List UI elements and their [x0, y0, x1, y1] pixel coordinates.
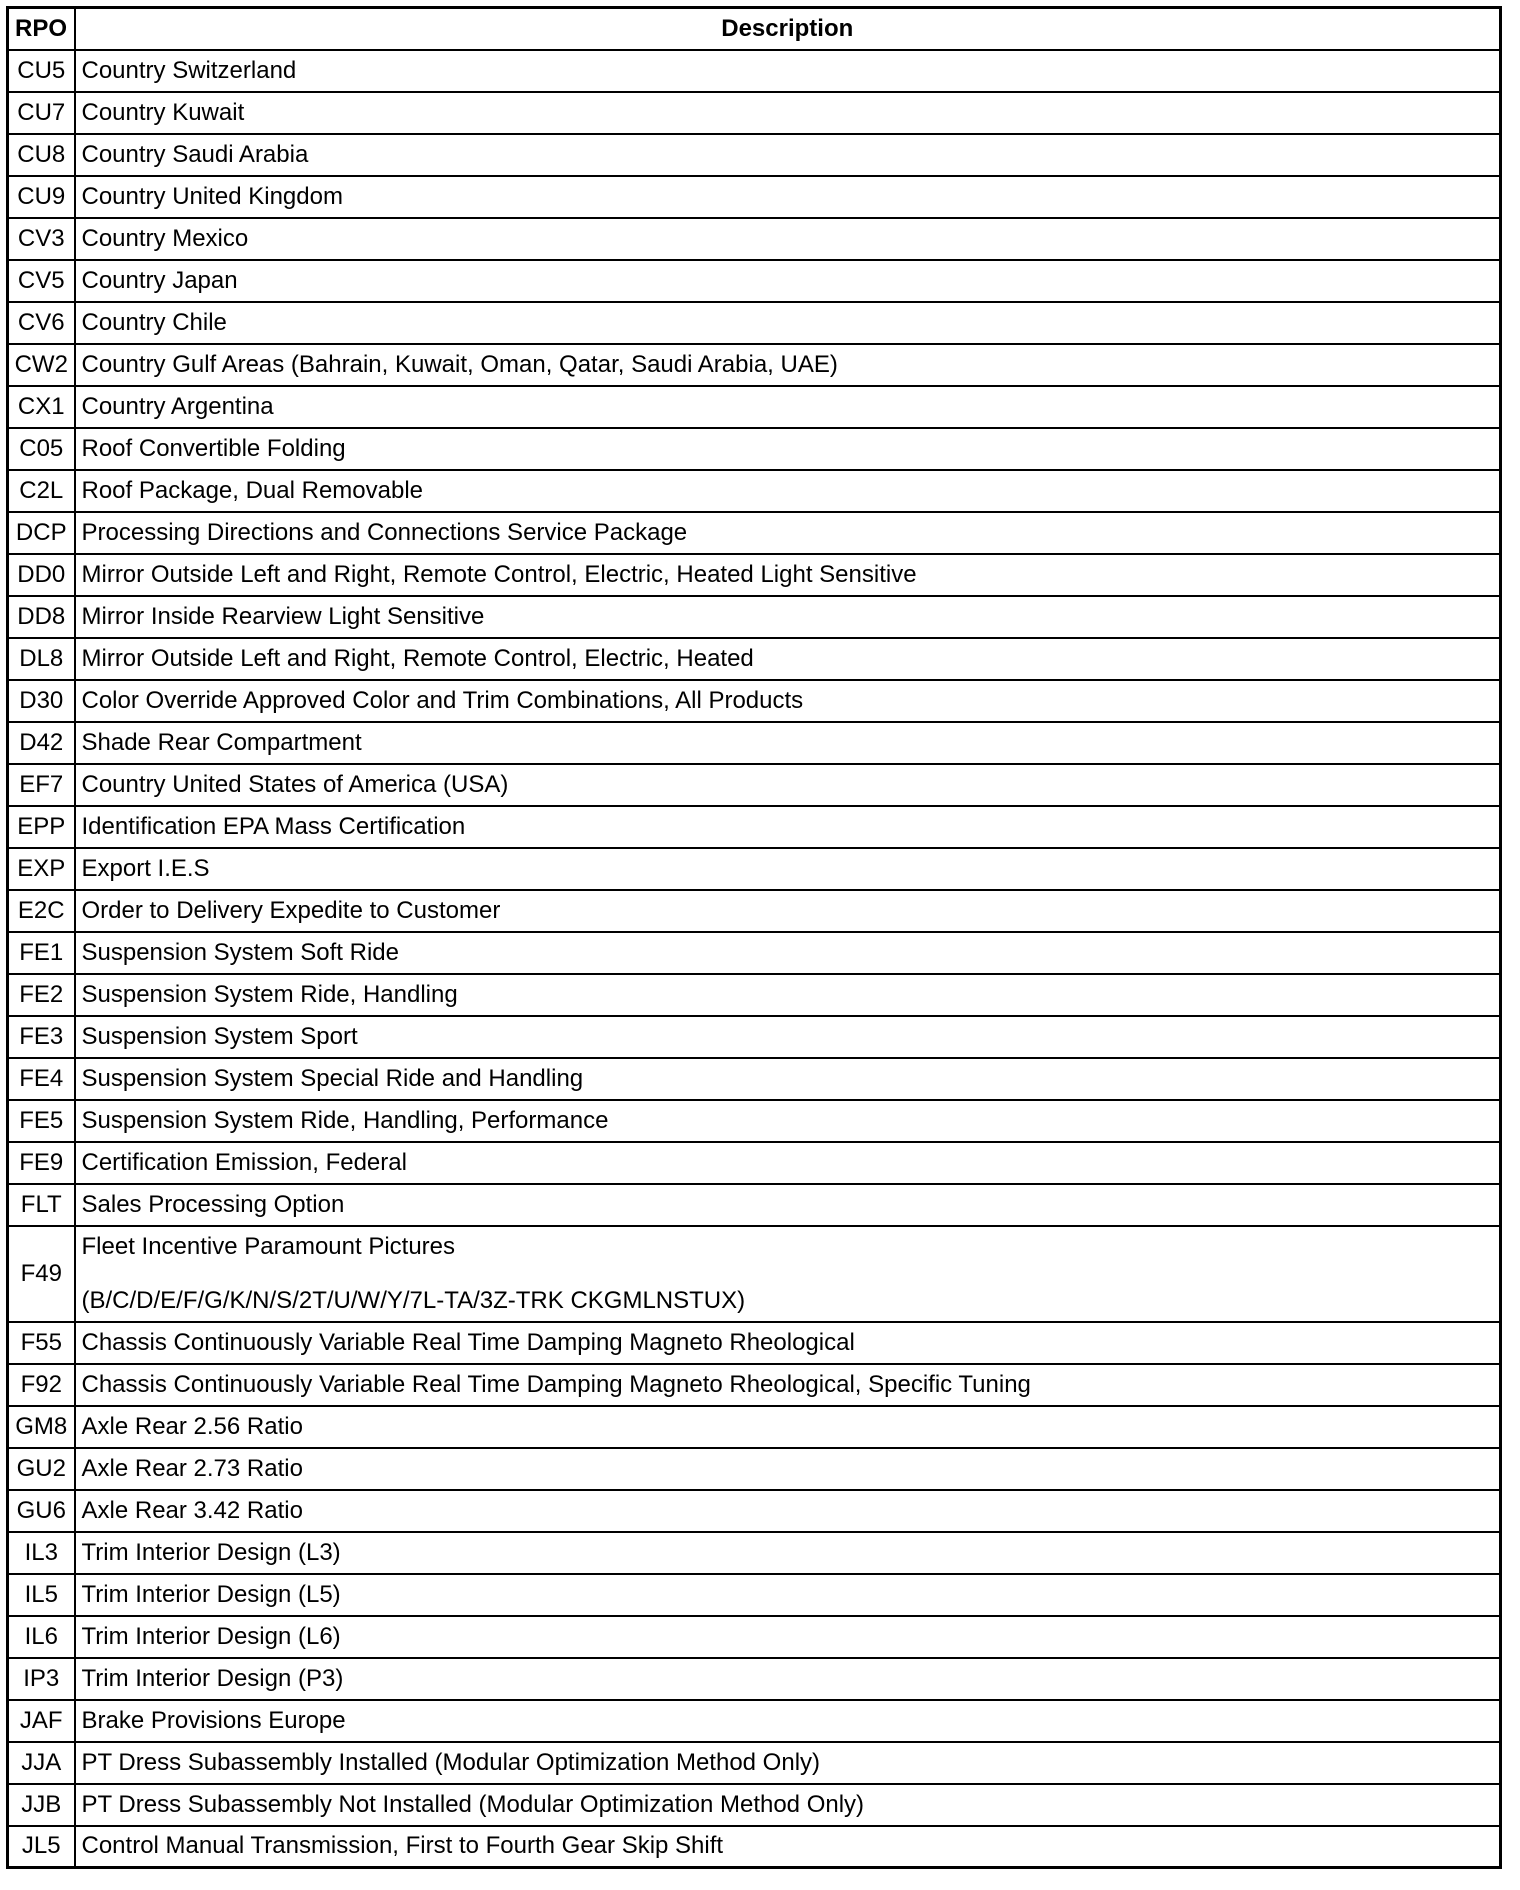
- description-line: (B/C/D/E/F/G/K/N/S/2T/U/W/Y/7L-TA/3Z-TRK CKGMLNSTUX): [81, 1286, 746, 1314]
- rpo-code-cell: CW2: [8, 344, 75, 386]
- description-cell: [75, 596, 1501, 638]
- description-line: Roof Package, Dual Removable: [81, 476, 424, 504]
- table-row: [8, 680, 1501, 722]
- column-header-description: Description: [75, 8, 1501, 50]
- rpo-code-cell: EPP: [8, 806, 75, 848]
- description-cell: [75, 638, 1501, 680]
- table-row: [8, 806, 1501, 848]
- rpo-code-cell: C2L: [8, 470, 75, 512]
- description-line: Trim Interior Design (L5): [81, 1580, 341, 1608]
- description-line: Brake Provisions Europe: [81, 1706, 346, 1734]
- table-row: [8, 1100, 1501, 1142]
- rpo-code-cell: IP3: [8, 1658, 75, 1700]
- rpo-code-cell: EF7: [8, 764, 75, 806]
- rpo-code-cell: CX1: [8, 386, 75, 428]
- description-line: Trim Interior Design (L3): [81, 1538, 341, 1566]
- description-line: Chassis Continuously Variable Real Time Damping Magneto Rheological, Specific Tuning: [81, 1370, 1031, 1398]
- table-row: [8, 92, 1501, 134]
- description-line: Country United States of America (USA): [81, 770, 509, 798]
- table-row: [8, 932, 1501, 974]
- description-line: Country Kuwait: [81, 98, 245, 126]
- description-cell: [75, 1406, 1501, 1448]
- description-cell: [75, 260, 1501, 302]
- description-cell: [75, 890, 1501, 932]
- description-line: Roof Convertible Folding: [81, 434, 346, 462]
- description-cell: [75, 1100, 1501, 1142]
- description-cell: [75, 512, 1501, 554]
- description-line: Fleet Incentive Paramount Pictures: [81, 1232, 456, 1260]
- description-line: Mirror Inside Rearview Light Sensitive: [81, 602, 485, 630]
- rpo-code-cell: JJB: [8, 1784, 75, 1826]
- description-line: Country Gulf Areas (Bahrain, Kuwait, Oman, Qatar, Saudi Arabia, UAE): [81, 350, 838, 378]
- table-row: [8, 638, 1501, 680]
- description-cell: [75, 932, 1501, 974]
- description-cell: [75, 1616, 1501, 1658]
- rpo-code-cell: CV3: [8, 218, 75, 260]
- description-line: Trim Interior Design (P3): [81, 1664, 344, 1692]
- table-row: [8, 722, 1501, 764]
- table-row: [8, 1406, 1501, 1448]
- rpo-code-cell: CU8: [8, 134, 75, 176]
- description-cell: [75, 1574, 1501, 1616]
- table-row: [8, 1490, 1501, 1532]
- table-row: [8, 260, 1501, 302]
- description-cell: [75, 470, 1501, 512]
- description-line: Identification EPA Mass Certification: [81, 812, 466, 840]
- table-row: [8, 302, 1501, 344]
- description-line: Country Argentina: [81, 392, 274, 420]
- description-line: Country Mexico: [81, 224, 249, 252]
- rpo-code-cell: IL5: [8, 1574, 75, 1616]
- table-header: [8, 8, 1501, 50]
- description-cell: [75, 554, 1501, 596]
- table-row: [8, 848, 1501, 890]
- rpo-table: [6, 6, 1502, 1869]
- description-line: Suspension System Ride, Handling: [81, 980, 458, 1008]
- description-cell: [75, 302, 1501, 344]
- rpo-code-cell: DCP: [8, 512, 75, 554]
- description-cell: [75, 764, 1501, 806]
- description-cell: [75, 722, 1501, 764]
- description-line: Suspension System Soft Ride: [81, 938, 399, 966]
- table-row: [8, 1784, 1501, 1826]
- rpo-code-cell: GU6: [8, 1490, 75, 1532]
- description-cell: [75, 92, 1501, 134]
- rpo-code-cell: CU7: [8, 92, 75, 134]
- description-line: Mirror Outside Left and Right, Remote Control, Electric, Heated: [81, 644, 754, 672]
- description-line: Certification Emission, Federal: [81, 1148, 407, 1176]
- rpo-code-cell: CU9: [8, 176, 75, 218]
- column-header-rpo: RPO: [8, 8, 75, 50]
- rpo-code-cell: DD8: [8, 596, 75, 638]
- rpo-code-cell: FLT: [8, 1184, 75, 1226]
- description-line: Country Chile: [81, 308, 227, 336]
- table-row: [8, 1742, 1501, 1784]
- table-row: [8, 1700, 1501, 1742]
- description-cell: [75, 1226, 1501, 1322]
- rpo-code-cell: EXP: [8, 848, 75, 890]
- description-line: Shade Rear Compartment: [81, 728, 362, 756]
- rpo-code-cell: FE2: [8, 974, 75, 1016]
- description-cell: [75, 344, 1501, 386]
- description-cell: [75, 974, 1501, 1016]
- description-line: Country Saudi Arabia: [81, 140, 309, 168]
- rpo-code-cell: F55: [8, 1322, 75, 1364]
- description-line: Trim Interior Design (L6): [81, 1622, 341, 1650]
- description-line: Chassis Continuously Variable Real Time Damping Magneto Rheological: [81, 1328, 855, 1356]
- table-row: [8, 134, 1501, 176]
- table-row: [8, 764, 1501, 806]
- description-line: Suspension System Ride, Handling, Performance: [81, 1106, 609, 1134]
- description-cell: [75, 176, 1501, 218]
- table-row: [8, 1016, 1501, 1058]
- rpo-code-cell: F49: [8, 1226, 75, 1322]
- table-row: [8, 1658, 1501, 1700]
- rpo-code-cell: E2C: [8, 890, 75, 932]
- table-row: [8, 470, 1501, 512]
- description-cell: [75, 1184, 1501, 1226]
- table-row: [8, 1058, 1501, 1100]
- rpo-code-cell: GU2: [8, 1448, 75, 1490]
- table-row: [8, 1364, 1501, 1406]
- table-row: [8, 1616, 1501, 1658]
- table-row: [8, 1226, 1501, 1322]
- table-row: [8, 1532, 1501, 1574]
- description-cell: [75, 1364, 1501, 1406]
- description-line: Suspension System Sport: [81, 1022, 358, 1050]
- description-cell: [75, 1016, 1501, 1058]
- description-line: Sales Processing Option: [81, 1190, 345, 1218]
- description-line: Export I.E.S: [81, 854, 210, 882]
- description-cell: [75, 1742, 1501, 1784]
- description-cell: [75, 1322, 1501, 1364]
- rpo-code-cell: JL5: [8, 1826, 75, 1868]
- table-row: [8, 218, 1501, 260]
- description-cell: [75, 1784, 1501, 1826]
- rpo-code-cell: CV6: [8, 302, 75, 344]
- table-row: [8, 50, 1501, 92]
- rpo-code-cell: C05: [8, 428, 75, 470]
- description-line: PT Dress Subassembly Not Installed (Modular Optimization Method Only): [81, 1790, 865, 1818]
- table-row: [8, 890, 1501, 932]
- description-cell: [75, 218, 1501, 260]
- rpo-code-cell: IL3: [8, 1532, 75, 1574]
- rpo-code-cell: DL8: [8, 638, 75, 680]
- rpo-code-cell: JJA: [8, 1742, 75, 1784]
- table-row: [8, 386, 1501, 428]
- table-body: [8, 50, 1501, 1868]
- description-cell: [75, 1700, 1501, 1742]
- table-row: [8, 554, 1501, 596]
- table-row: [8, 1826, 1501, 1868]
- table-row: [8, 344, 1501, 386]
- description-line: Mirror Outside Left and Right, Remote Control, Electric, Heated Light Sensitive: [81, 560, 917, 588]
- description-cell: [75, 806, 1501, 848]
- description-line: Axle Rear 2.56 Ratio: [81, 1412, 303, 1440]
- description-cell: [75, 1826, 1501, 1868]
- rpo-code-cell: FE4: [8, 1058, 75, 1100]
- rpo-code-cell: D30: [8, 680, 75, 722]
- table-row: [8, 1574, 1501, 1616]
- table-row: [8, 512, 1501, 554]
- description-line: Order to Delivery Expedite to Customer: [81, 896, 501, 924]
- table-row: [8, 1142, 1501, 1184]
- description-cell: [75, 134, 1501, 176]
- rpo-code-cell: CU5: [8, 50, 75, 92]
- table-row: [8, 176, 1501, 218]
- description-cell: [75, 1058, 1501, 1100]
- rpo-code-cell: IL6: [8, 1616, 75, 1658]
- description-cell: [75, 428, 1501, 470]
- description-cell: [75, 848, 1501, 890]
- description-cell: [75, 1490, 1501, 1532]
- description-line: Color Override Approved Color and Trim Combinations, All Products: [81, 686, 804, 714]
- description-line: Control Manual Transmission, First to Fourth Gear Skip Shift: [81, 1832, 724, 1860]
- header-row: [8, 8, 1501, 50]
- description-line: PT Dress Subassembly Installed (Modular Optimization Method Only): [81, 1748, 821, 1776]
- description-cell: [75, 1658, 1501, 1700]
- description-cell: [75, 1448, 1501, 1490]
- rpo-code-cell: FE3: [8, 1016, 75, 1058]
- table-row: [8, 1322, 1501, 1364]
- rpo-code-cell: DD0: [8, 554, 75, 596]
- rpo-code-cell: FE1: [8, 932, 75, 974]
- table-row: [8, 596, 1501, 638]
- description-line: Suspension System Special Ride and Handling: [81, 1064, 584, 1092]
- rpo-code-cell: JAF: [8, 1700, 75, 1742]
- rpo-code-cell: FE9: [8, 1142, 75, 1184]
- description-line: Axle Rear 3.42 Ratio: [81, 1496, 303, 1524]
- description-cell: [75, 50, 1501, 92]
- rpo-code-cell: GM8: [8, 1406, 75, 1448]
- table-row: [8, 1184, 1501, 1226]
- description-line: Processing Directions and Connections Service Package: [81, 518, 688, 546]
- rpo-code-cell: F92: [8, 1364, 75, 1406]
- description-line: Axle Rear 2.73 Ratio: [81, 1454, 303, 1482]
- description-cell: [75, 1142, 1501, 1184]
- table-row: [8, 974, 1501, 1016]
- table-row: [8, 1448, 1501, 1490]
- description-line: Country Switzerland: [81, 56, 297, 84]
- description-cell: [75, 1532, 1501, 1574]
- description-cell: [75, 386, 1501, 428]
- rpo-code-cell: CV5: [8, 260, 75, 302]
- description-line: Country Japan: [81, 266, 238, 294]
- table-row: [8, 428, 1501, 470]
- description-line: Country United Kingdom: [81, 182, 343, 210]
- rpo-code-cell: D42: [8, 722, 75, 764]
- description-cell: [75, 680, 1501, 722]
- rpo-code-cell: FE5: [8, 1100, 75, 1142]
